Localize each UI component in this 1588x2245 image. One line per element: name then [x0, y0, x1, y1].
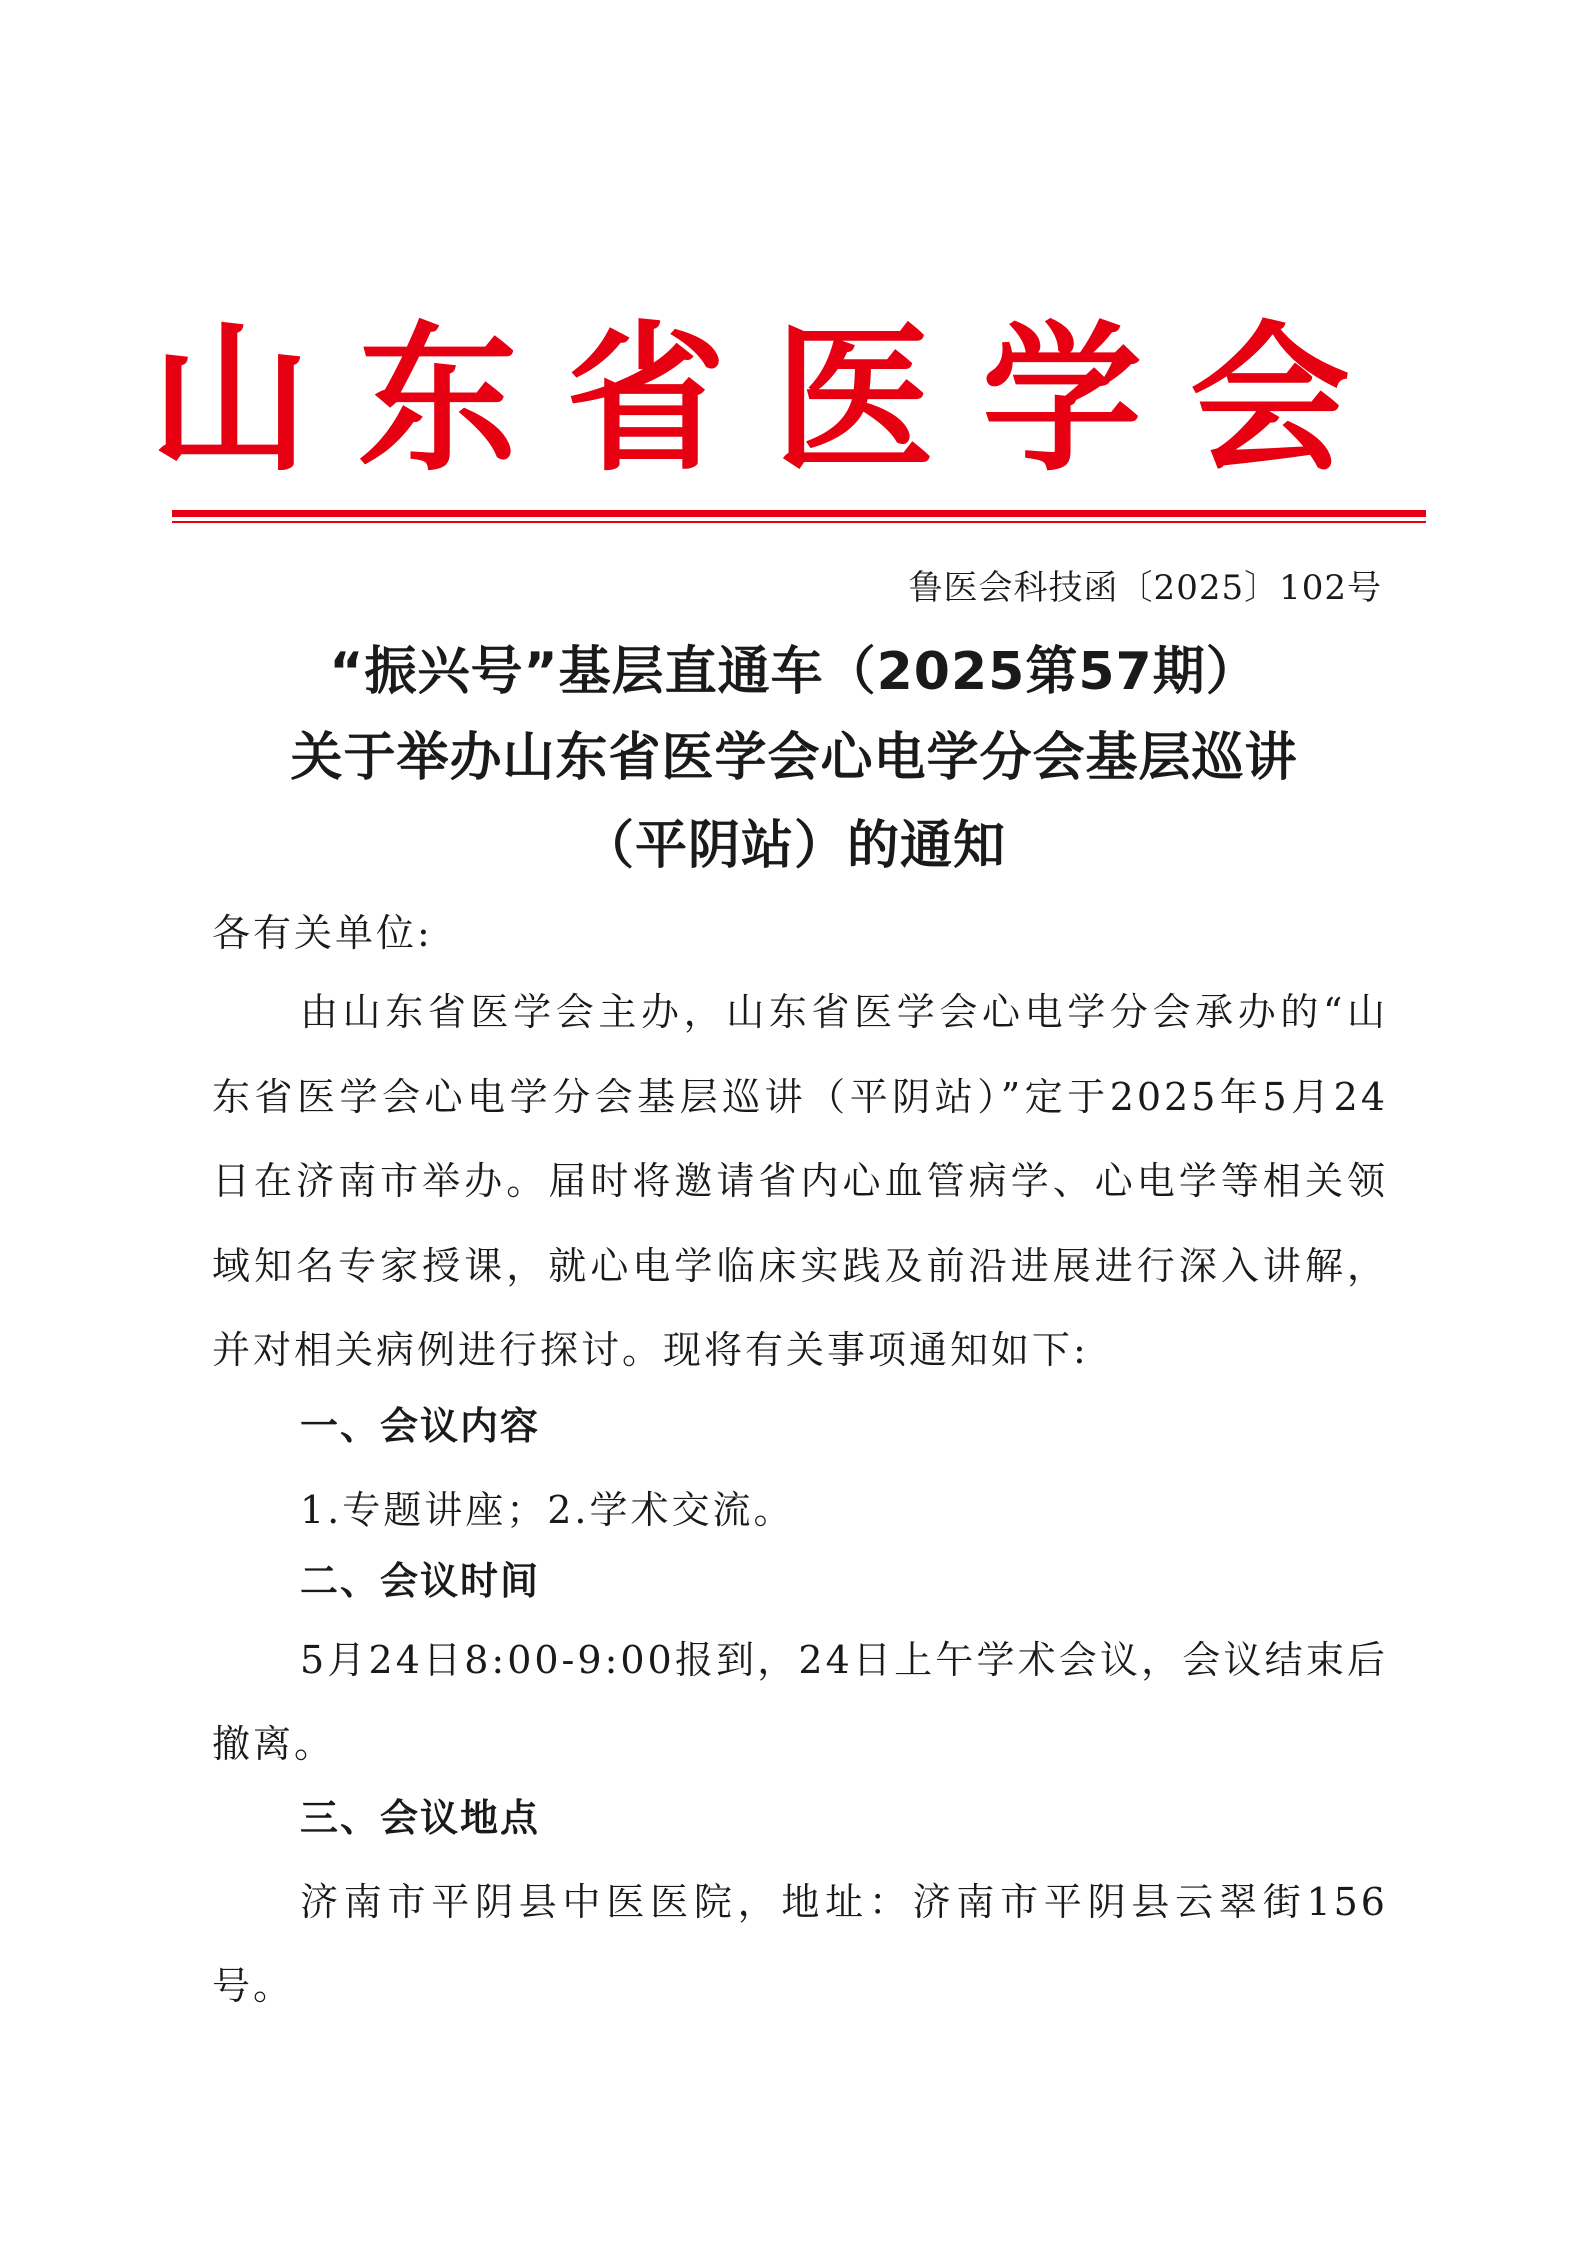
- document-number: 鲁医会科技函〔2025〕102号: [908, 568, 1382, 608]
- letterhead-char: 会: [1189, 306, 1350, 493]
- letterhead-divider-thick: [172, 510, 1426, 517]
- section-heading-content: 一、会议内容: [300, 1404, 541, 1448]
- section-text-time: 5月24日8:00-9:00报到，24日上午学术会议，会议结束后撤离。: [212, 1638, 1388, 1766]
- letterhead-char: 医: [773, 306, 934, 493]
- letterhead-divider-thin: [172, 521, 1426, 523]
- section-heading-time: 二、会议时间: [300, 1559, 541, 1603]
- organization-letterhead: [150, 300, 1350, 500]
- section-heading-venue: 三、会议地点: [300, 1796, 541, 1840]
- notice-title-line-1: “振兴号”基层直通车（2025第57期）: [329, 642, 1259, 702]
- notice-title-line-2: 关于举办山东省医学会心电学分会基层巡讲: [290, 728, 1298, 788]
- section-text-venue: 济南市平阴县中医医院，地址：济南市平阴县云翠街156号。: [212, 1880, 1388, 2008]
- letterhead-char: 山: [150, 306, 311, 493]
- letterhead-char: 省: [565, 306, 726, 493]
- notice-title-line-3: （平阴站）的通知: [581, 816, 1006, 876]
- section-text-content: 1.专题讲座；2.学术交流。: [300, 1488, 795, 1532]
- salutation: 各有关单位:: [212, 911, 433, 955]
- letterhead-char: 学: [981, 306, 1142, 493]
- intro-paragraph: 由山东省医学会主办，山东省医学会心电学分会承办的“山东省医学会心电学分会基层巡讲（平阴站）”定于2025年5月24日在济南市举办。届时将邀请省内心血管病学、心电学等相关领域知名专家授课，就心电学临床实践及前沿进展进行深入讲解，并对相关病例进行探讨。现将有关事项通知如下:: [212, 990, 1388, 1372]
- letterhead-char: 东: [357, 306, 518, 493]
